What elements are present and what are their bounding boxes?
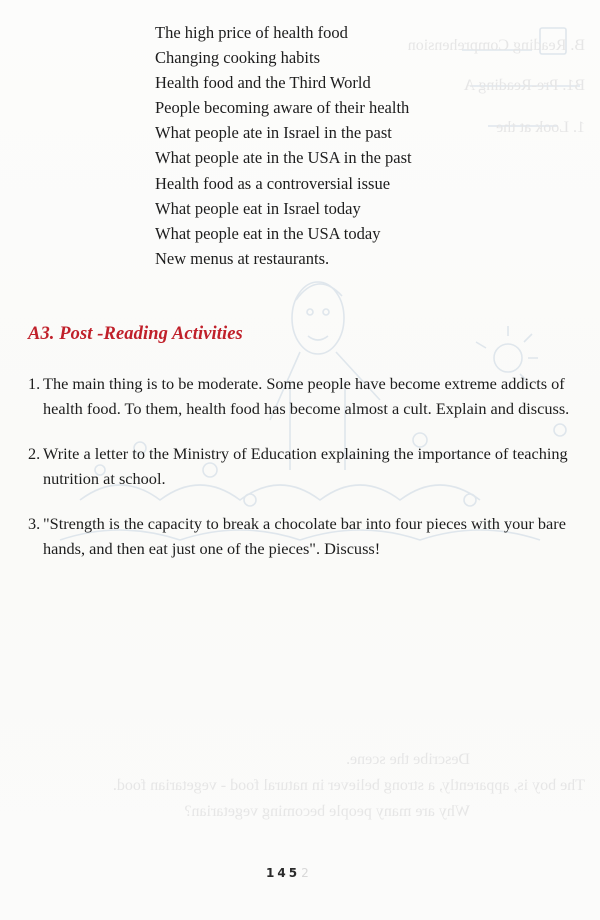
topic-item: The high price of health food [155,23,348,42]
svg-text:The boy is, apparently, a stro: The boy is, apparently, a strong believer in natural food - vegetarian food. [112,777,585,794]
topic-item: Health food as a controversial issue [155,173,391,193]
activity-number: 3. [28,514,41,534]
activity-number: 1. [28,374,41,393]
activity-number: 2. [28,444,41,464]
topic-item: Changing cooking habits [155,48,320,68]
svg-text:Describe the scene.: Describe the scene. [346,751,470,768]
topic-item: New menus at restaurants. [155,248,330,268]
section-heading: A3. Post -Reading Activities [28,324,243,344]
topic-item: What people eat in Israel today [155,198,361,218]
topic-item: What people ate in Israel in the past [155,123,392,143]
activity-item [28,442,578,491]
topic-item: Health food and the Third World [155,73,371,93]
svg-text:Why are many people becoming v: Why are many people becoming vegetarian? [184,803,470,820]
svg-text:B1. Pre-Reading A: B1. Pre-Reading A [463,77,585,94]
page-number [266,866,309,880]
activity-text: Write a letter to the Ministry of Education explaining the importance of teaching nutrition at school. [43,444,568,488]
activity-item [28,372,578,421]
activity-text: "Strength is the capacity to break a chocolate bar into four pieces with your bare hands, and then eat just one of the pieces". Discuss! [43,514,566,558]
topic-item: People becoming aware of their health [155,98,410,118]
topic-list [155,20,412,271]
activity-item [28,512,578,561]
activity-list [28,372,578,583]
topic-item: What people ate in the USA in the past [155,148,412,168]
topic-item: What people eat in the USA today [155,223,381,243]
svg-text:B. Reading Comprehension: B. Reading Comprehension [407,37,585,54]
page-number-value: 145 [266,866,301,880]
activity-text: The main thing is to be moderate. Some people have become extreme addicts of health food. To them, health food has become almost a cult. Explain and discuss. [43,374,570,418]
page-number-mark: 2 [301,866,309,880]
svg-text:1. Look at the: 1. Look at the [496,119,585,136]
